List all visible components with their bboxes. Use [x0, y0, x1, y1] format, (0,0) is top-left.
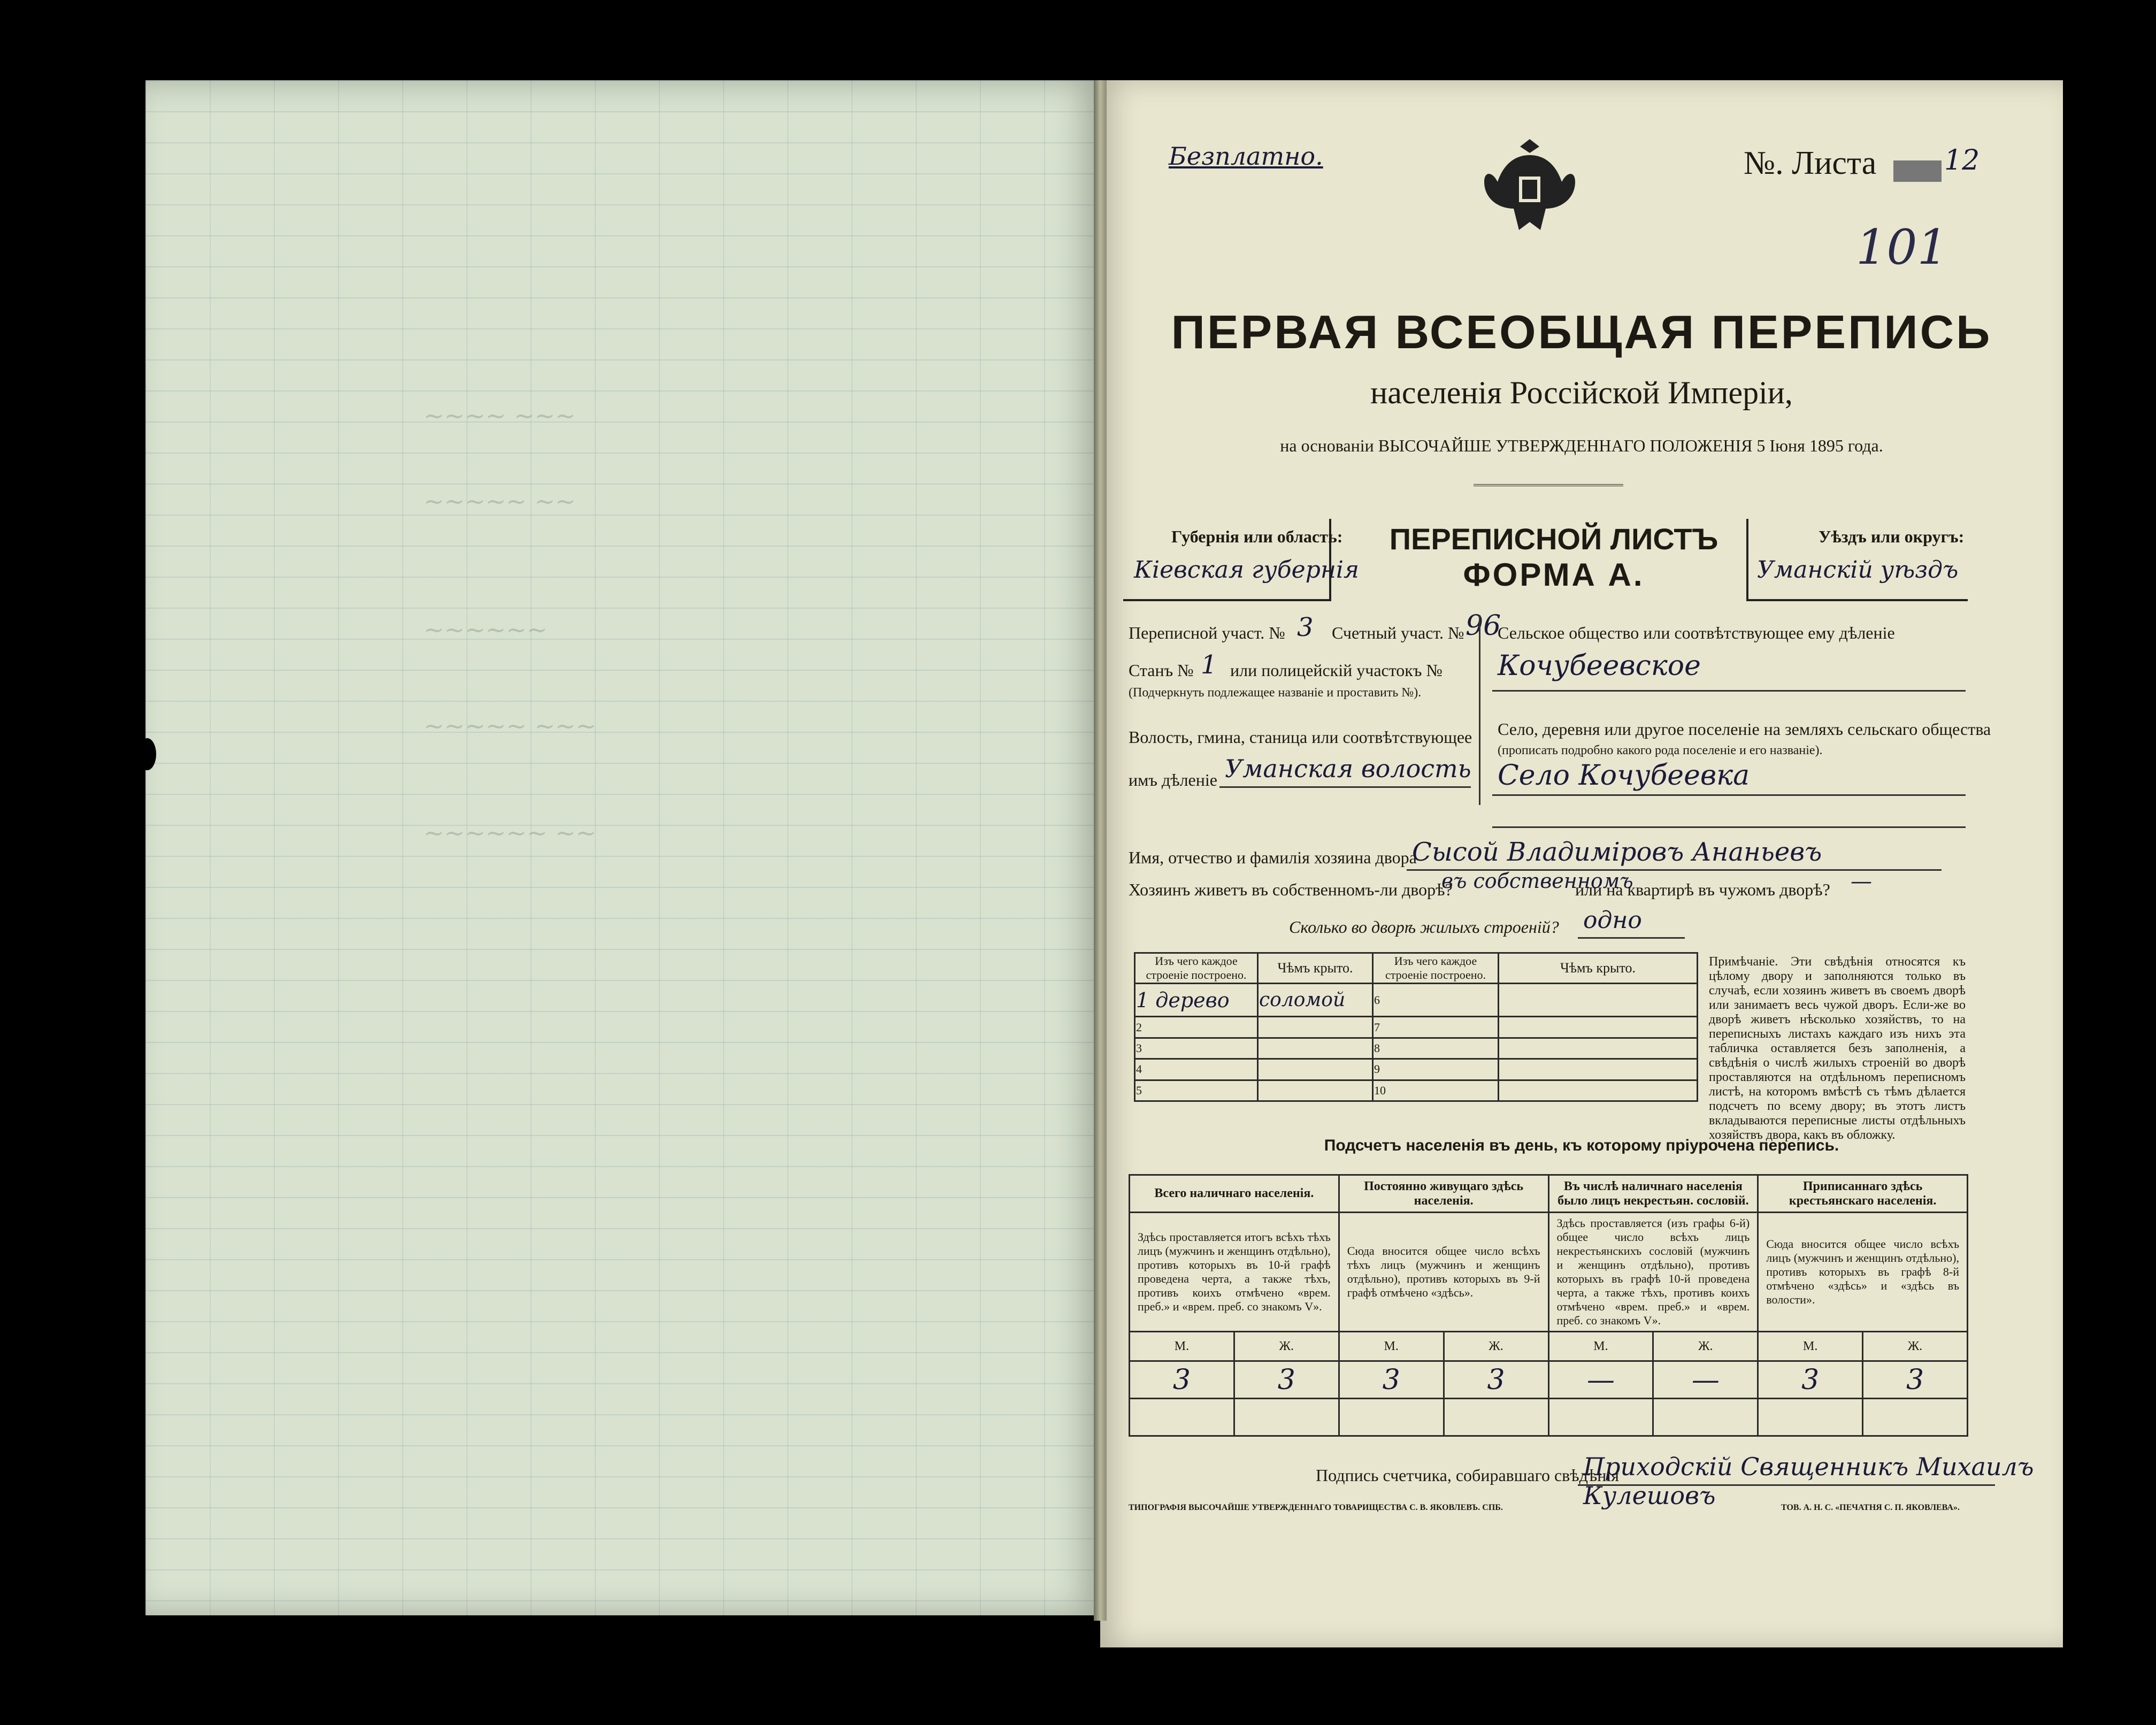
village-note: (прописать подробно какого рода поселеніе и его названіе).	[1498, 743, 1823, 757]
male-header: М.	[1758, 1332, 1863, 1361]
row-number: 5	[1135, 1080, 1258, 1101]
row-number: 4	[1135, 1059, 1258, 1080]
count-col-title: Постоянно живущаго здѣсь населенія.	[1339, 1175, 1548, 1213]
community-label: Сельское общество или соотвѣтствующее ему дѣленіе	[1498, 623, 1895, 642]
count-section-value: 96	[1466, 610, 1501, 642]
note-text: Примѣчаніе. Эти свѣдѣнія относятся къ цѣлому двору и заполняются только въ случаѣ, если хозяинъ живетъ въ своемъ дворѣ или занимаетъ весь чужой дворъ. Если-же во дворѣ живетъ нѣсколько хозяйствъ, то на переписныхъ листахъ каждаго изъ нихъ эта табличка оставляется безъ заполненія, а свѣдѣнія о числѣ жилыхъ строеній во дворѣ проставляются на отдѣльномъ переписномъ листѣ, на которомъ вмѣстѣ съ тѣмъ дѣлается подсчетъ по всему двору; въ этотъ листъ вкладываются переписные листы отдѣльныхъ хозяйствъ двора, какъ въ обложку.	[1709, 955, 1966, 1142]
row-number: 9	[1373, 1059, 1499, 1080]
ornament-divider	[1474, 484, 1623, 486]
row-number: 6	[1373, 984, 1499, 1017]
male-count: 3	[1130, 1361, 1234, 1399]
col-roof-header-2: Чѣмъ крыто.	[1499, 953, 1698, 984]
male-header: М.	[1548, 1332, 1653, 1361]
table-row	[1135, 1038, 1698, 1059]
village-value: Село Кочубеевка	[1498, 760, 1750, 792]
stamp-number: 101	[1856, 219, 1948, 275]
table-row	[1135, 1059, 1698, 1080]
sheet-number-label: №. Листа	[1744, 145, 1877, 181]
community-underline	[1492, 690, 1966, 692]
bleed-through-text: ~~~~~~	[424, 615, 548, 644]
row-number: 3	[1135, 1038, 1258, 1059]
volost-underline	[1219, 786, 1471, 788]
bleed-through-text: ~~~~~ ~~~	[424, 711, 596, 740]
male-count: —	[1548, 1361, 1653, 1399]
col-roof-header: Чѣмъ крыто.	[1258, 953, 1373, 984]
community-value: Кочубеевское	[1498, 650, 1701, 682]
male-header: М.	[1339, 1332, 1444, 1361]
population-count-table	[1129, 1174, 1968, 1437]
male-count: 3	[1758, 1361, 1863, 1399]
volost-value: Уманская волость	[1225, 754, 1471, 783]
table-row	[1135, 984, 1698, 1017]
buildings-table	[1134, 952, 1698, 1102]
binding-hole	[138, 738, 156, 770]
form-subtitle: ФОРМА А.	[1463, 557, 1645, 593]
count-section-label: Счетный участ. №	[1332, 623, 1464, 642]
sheet-number-value: 12	[1944, 144, 1980, 177]
police-label: или полицейскій участокъ №	[1230, 661, 1443, 680]
owner-lives-label: Хозяинъ живетъ въ собственномъ-ли дворѣ?	[1129, 880, 1453, 899]
province-value: Кіевская губернія	[1134, 556, 1360, 584]
female-header: Ж.	[1653, 1332, 1758, 1361]
bleed-through-text: ~~~~~ ~~	[424, 487, 576, 516]
owner-rent-value: —	[1851, 869, 1872, 894]
female-count: 3	[1863, 1361, 1968, 1399]
section-value: 3	[1297, 612, 1314, 642]
roof-value: соломой	[1258, 984, 1373, 1017]
table-row	[1135, 1017, 1698, 1038]
imperial-eagle-icon	[1482, 134, 1578, 241]
village-underline	[1492, 794, 1966, 796]
left-page	[145, 80, 1100, 1615]
printer-imprint-left: ТИПОГРАФІЯ ВЫСОЧАЙШЕ УТВЕРЖДЕННАГО ТОВАРИЩЕСТВА С. В. ЯКОВЛЕВЪ. СПБ.	[1129, 1503, 1503, 1512]
female-header: Ж.	[1444, 1332, 1548, 1361]
count-col-desc: Здѣсь проставляется итогъ всѣхъ тѣхъ лицъ (мужчинъ и женщинъ отдѣльно), противъ которыхъ въ 10-й графѣ проведена черта, а также тѣхъ, противъ коихъ отмѣчено «врем. преб.» и «врем. преб. со знакомъ V».	[1130, 1213, 1339, 1332]
form-title: ПЕРЕПИСНОЙ ЛИСТЪ	[1389, 522, 1718, 556]
section-label: Переписной участ. №	[1129, 623, 1285, 642]
row-number: 10	[1373, 1080, 1499, 1101]
table-row	[1135, 1080, 1698, 1101]
signature-underline	[1578, 1484, 1995, 1486]
underline-note: (Подчеркнуть подлежащее названіе и проставить №).	[1129, 686, 1422, 700]
buildings-count-underline	[1578, 937, 1685, 939]
female-count: 3	[1234, 1361, 1339, 1399]
district-value: Уманскій уѣздъ	[1757, 556, 1959, 584]
owner-lives-value: въ собственномъ	[1441, 869, 1633, 893]
row-number: 7	[1373, 1017, 1499, 1038]
count-col-title: Всего наличнаго населенія.	[1130, 1175, 1339, 1213]
row-number: 1	[1136, 988, 1149, 1012]
bleed-through-text: ~~~~~~ ~~	[424, 818, 596, 847]
free-label: Безплатно.	[1169, 142, 1323, 171]
female-header: Ж.	[1863, 1332, 1968, 1361]
col-material-header: Изъ чего каждое строеніе построено.	[1135, 953, 1258, 984]
count-col-desc: Сюда вносится общее число всѣхъ тѣхъ лицъ (мужчинъ и женщинъ отдѣльно), противъ которыхъ въ 9-й графѣ отмѣчено «здѣсь».	[1339, 1213, 1548, 1332]
village-underline-2	[1492, 826, 1966, 828]
count-col-desc: Здѣсь проставляется (изъ графы 6-й) общее число всѣхъ лицъ некрестьянскихъ сословій (мужчинъ и женщинъ отдѣльно), противъ которыхъ въ графѣ 10-й проведена черта, а также тѣхъ, противъ коихъ отмѣчено «врем. преб.» и «врем. преб. со знакомъ V».	[1548, 1213, 1758, 1332]
census-title: ПЕРВАЯ ВСЕОБЩАЯ ПЕРЕПИСЬ	[1171, 305, 1992, 358]
row-number: 8	[1373, 1038, 1499, 1059]
male-header: М.	[1130, 1332, 1234, 1361]
district-label: Уѣздъ или округъ:	[1819, 527, 1965, 546]
volost-label: Волость, гмина, станица или соотвѣтствующее	[1129, 727, 1472, 747]
stan-label: Станъ №	[1129, 661, 1194, 680]
count-col-title: Въ числѣ наличнаго населенія было лицъ некрестьян. сословій.	[1548, 1175, 1758, 1213]
redaction-block	[1893, 160, 1942, 182]
owner-rent-label: или на квартирѣ въ чужомъ дворѣ?	[1575, 880, 1830, 899]
count-heading: Подсчетъ населенія въ день, къ которому пріурочена перепись.	[1324, 1137, 1839, 1154]
owner-name-label: Имя, отчество и фамилія хозяина двора	[1129, 848, 1417, 867]
female-count: 3	[1444, 1361, 1548, 1399]
signature-value: Приходскій Священникъ Михаилъ Кулешовъ	[1583, 1452, 2034, 1510]
province-label: Губернія или область:	[1171, 527, 1343, 546]
count-col-title: Приписаннаго здѣсь крестьянскаго населенія.	[1758, 1175, 1968, 1213]
village-label: Село, деревня или другое поселеніе на земляхъ сельскаго общества	[1498, 719, 1991, 739]
female-count: —	[1653, 1361, 1758, 1399]
bleed-through-text: ~~~~ ~~~	[424, 401, 576, 430]
female-header: Ж.	[1234, 1332, 1339, 1361]
volost-label-2: имъ дѣленіе	[1129, 770, 1217, 789]
male-count: 3	[1339, 1361, 1444, 1399]
buildings-count-value: одно	[1583, 907, 1642, 934]
printer-imprint-right: ТОВ. А. Н. С. «ПЕЧАТНЯ С. П. ЯКОВЛЕВА».	[1781, 1503, 1960, 1512]
census-subtitle: населенія Россійской Имперіи,	[1370, 375, 1793, 410]
material-value: дерево	[1155, 988, 1230, 1012]
row-number: 2	[1135, 1017, 1258, 1038]
col-material-header-2: Изъ чего каждое строеніе построено.	[1373, 953, 1499, 984]
owner-name-value: Сысой Владиміровъ Ананьевъ	[1412, 837, 1822, 867]
count-col-desc: Сюда вносится общее число всѣхъ лицъ (мужчинъ и женщинъ отдѣльно), противъ которыхъ въ графѣ 8-й отмѣчено «здѣсь» и «здѣсь въ волости».	[1758, 1213, 1968, 1332]
signature-label: Подпись счетчика, собиравшаго свѣдѣнія	[1316, 1466, 1620, 1485]
stan-value: 1	[1201, 650, 1217, 680]
buildings-count-label: Сколько во дворѣ жилыхъ строеній?	[1289, 917, 1559, 937]
column-divider	[1479, 615, 1480, 805]
census-basis: на основаніи ВЫСОЧАЙШЕ УТВЕРЖДЕННАГО ПОЛОЖЕНІЯ 5 Іюня 1895 года.	[1280, 436, 1883, 455]
